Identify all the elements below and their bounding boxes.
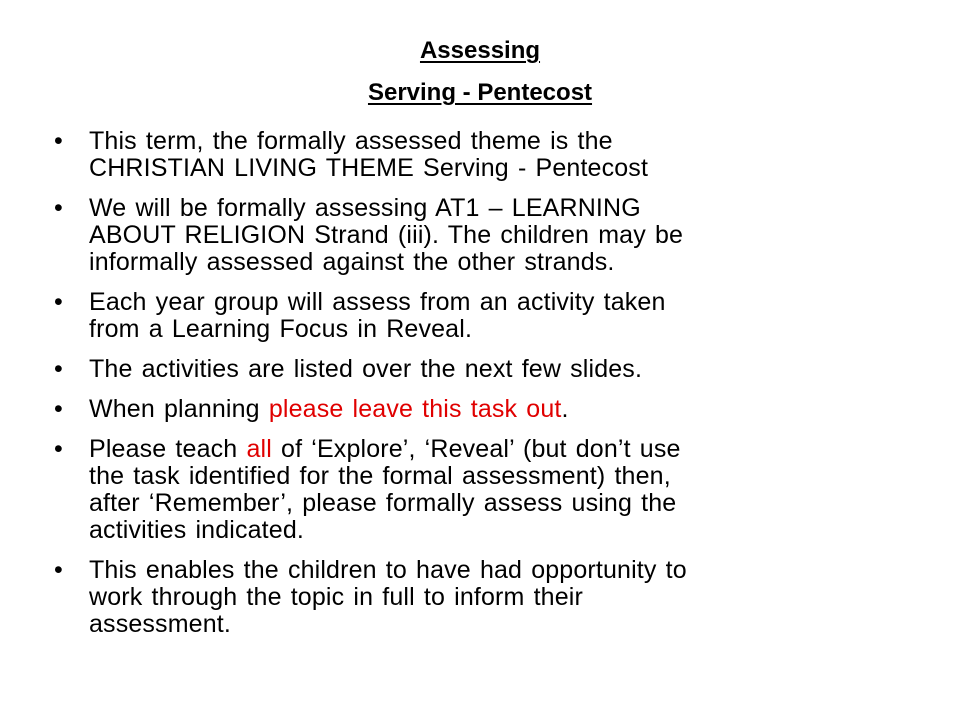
bullet-item-formally-assessing bbox=[54, 195, 894, 276]
bullet-item-year-group bbox=[54, 289, 894, 343]
bullet-text-line: Each year group will assess from an activity taken bbox=[89, 288, 666, 316]
bullet-text-line: activities indicated. bbox=[89, 516, 304, 544]
bullet-marker: • bbox=[54, 288, 63, 316]
bullet-text-line: The activities are listed over the next few slides. bbox=[89, 355, 643, 383]
bullet-text-line: the task identified for the formal assessment) then, bbox=[89, 462, 671, 490]
bullet-marker: • bbox=[54, 194, 63, 222]
bullet-text-line: We will be formally assessing AT1 – LEARNING bbox=[89, 194, 641, 222]
bullet-marker: • bbox=[54, 355, 63, 383]
bullet-text-line: This enables the children to have had opportunity to bbox=[89, 556, 687, 584]
bullet-item-please-teach bbox=[54, 436, 894, 544]
bullet-text-line: informally assessed against the other strands. bbox=[89, 248, 615, 276]
slide-title bbox=[0, 30, 960, 114]
title-line-serving-pentecost: Serving - Pentecost bbox=[367, 79, 593, 106]
bullet-text: When planning bbox=[89, 395, 269, 423]
title-line-assessing: Assessing bbox=[419, 37, 541, 64]
bullet-text-line: after ‘Remember’, please formally assess using the bbox=[89, 489, 677, 517]
bullet-text-line: work through the topic in full to inform their bbox=[89, 583, 583, 611]
bullet-text-line: CHRISTIAN LIVING THEME Serving - Pentecost bbox=[89, 154, 649, 182]
bullet-text: . bbox=[561, 395, 569, 423]
bullet-text-line: assessment. bbox=[89, 610, 231, 638]
bullet-item-assessed-theme bbox=[54, 128, 894, 182]
bullet-text-line: from a Learning Focus in Reveal. bbox=[89, 315, 473, 343]
bullet-text-line: This term, the formally assessed theme is the bbox=[89, 127, 613, 155]
bullet-marker: • bbox=[54, 556, 63, 584]
bullet-text-line: ABOUT RELIGION Strand (iii). The children may be bbox=[89, 221, 684, 249]
bullet-item-activities-listed bbox=[54, 356, 894, 383]
bullet-text: Please teach bbox=[89, 435, 247, 463]
bullet-item-enables-children bbox=[54, 557, 894, 638]
bullet-item-when-planning bbox=[54, 396, 894, 423]
highlight-text: all bbox=[246, 435, 272, 463]
bullet-marker: • bbox=[54, 435, 63, 463]
bullet-text: of ‘Explore’, ‘Reveal’ (but don’t use bbox=[271, 435, 681, 463]
bullet-marker: • bbox=[54, 127, 63, 155]
bullet-list bbox=[54, 128, 894, 651]
highlight-text: please leave this task out bbox=[268, 395, 562, 423]
bullet-marker: • bbox=[54, 395, 63, 423]
